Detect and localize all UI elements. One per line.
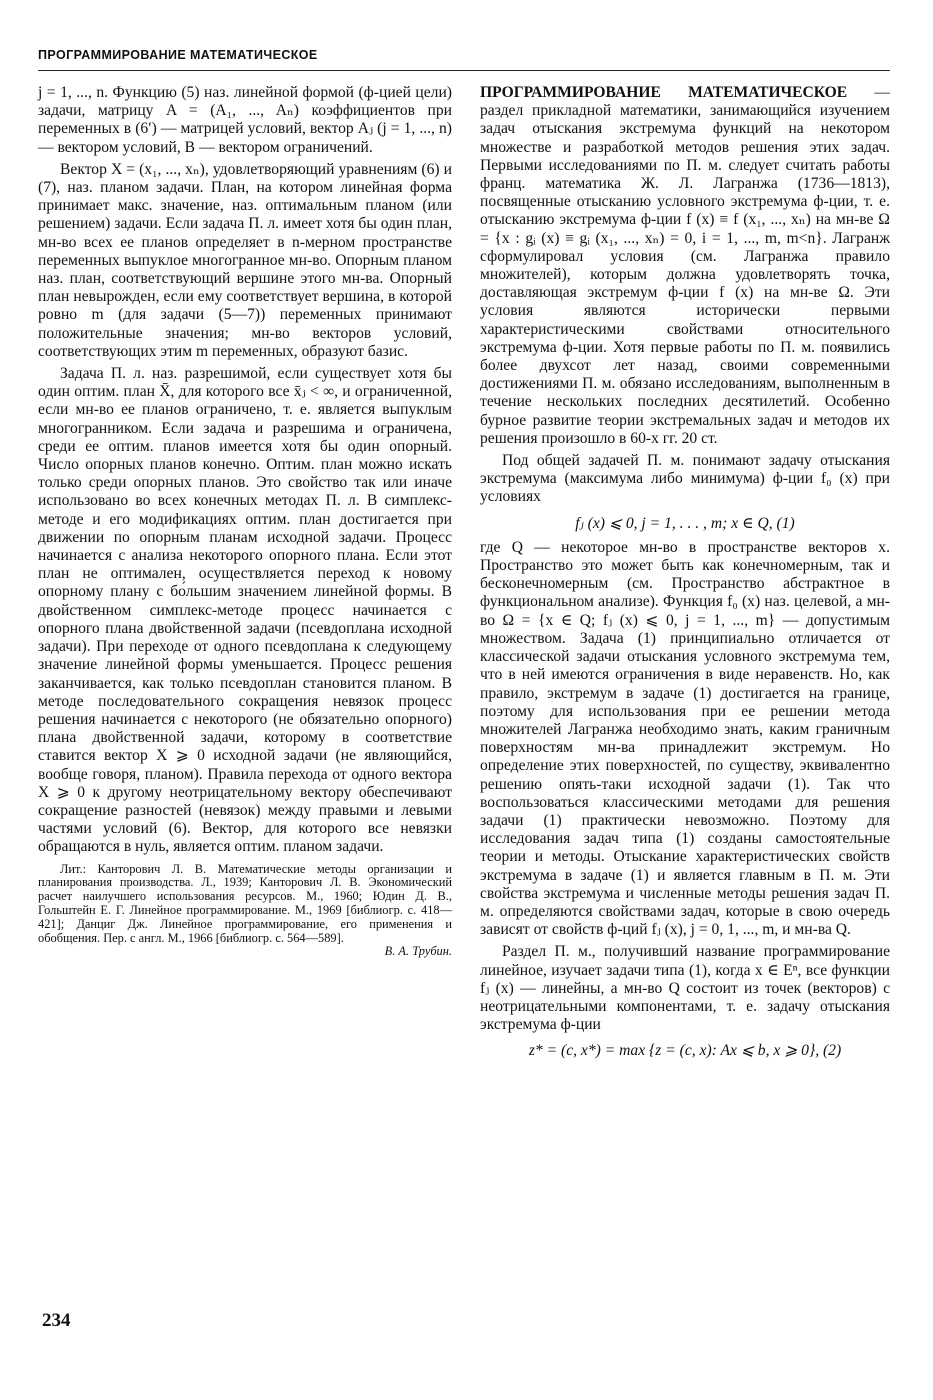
right-paragraph-1-text: — раздел прикладной математики, занимающийся изучением задач отыскания экстремума функций на некотором множестве и разработкой методов решения этих задач. Первыми исследованиями по П. м. следует считать работы франц. математика Ж. Л. Лагранжа (1736—1813), посвященные отысканию условного экстремума ф-ции, т. е. отысканию экстремума ф-ции f (x) ≡ f (x₁, ..., xₙ) на мн-ве Ω = {x : gᵢ (x) ≡ gᵢ (x₁, ..., xₙ) = 0, i = 1, ..., m, m<n}. Лагранж сформулировал условия (см. Лагранжа правило множителей), которым должна удовлетворять точка, доставляющая экстремум ф-ции f (x) на мн-ве Ω. Эти условия являются исторически первыми характеристическими свойствами относительного экстремума ф-ции. Хотя первые работы по П. м. появились более двухсот лет назад, своими современными достижениями П. м. обязано исследованиям, выполненным в течение нескольких последних десятилетий. Особенно бурное развитие теории экстремальных задач и методов их решения произошло в 60-х гг. 20 ст. [480,84,890,447]
formula-1: fⱼ (x) ⩽ 0, j = 1, . . . , m; x ∈ Q, (1) [575,514,795,532]
header-rule [38,70,890,71]
left-column [38,84,452,959]
literature [38,863,452,960]
left-paragraph-2: Вектор X = (x₁, ..., xₙ), удовлетворяющий уравнениям (6) и (7), наз. планом задачи. План, на котором линейная форма принимает макс. значение, наз. оптимальным планом (или решением) задачи. Если задача П. л. имеет хотя бы один план, мн-во всех ее планов определяет в n-мерном пространстве переменных выпуклое многогранное мн-во. Опорным планом наз. план, соответствующий вершине этого мн-ва. Опорный план невырожден, если ему соответствует вершина, в которой ровно m (для задачи (5—7)) переменных принимают положительные значения; мн-во векторов условий, соответствующих этим m переменных, образуют базис. [38,160,452,360]
right-column [480,84,890,1067]
left-paragraph-1: j = 1, ..., n. Функцию (5) наз. линейной формой (ф-цией цели) задачи, матрицу A = (A₁, ..., Aₙ) коэффициентов при переменных в (6′) — матрицей условий, вектор Aⱼ (j = 1, ..., n) — вектором условий, B — вектором ограничений. [38,84,452,156]
literature-author: В. А. Трубин. [384,944,452,959]
running-head: ПРОГРАММИРОВАНИЕ МАТЕМАТИЧЕСКОЕ [38,48,318,62]
formula-2: z* = (c, x*) = max {z = (c, x): Ax ⩽ b, x ⩾ 0}, (2) [528,1042,842,1060]
right-paragraph-4: Раздел П. м., получивший название программирование линейное, изучает задачи типа (1), когда x ∈ Eⁿ, все функции fⱼ (x) — линейны, а мн-во Q состоит из точек (векторов) с неотрицательными компонентами, т. е. задачу отыскания экстремума ф-ции [480,943,890,1034]
left-paragraph-3: Задача П. л. наз. разрешимой, если существует хотя бы один оптим. план X̄, для которого все x̄ⱼ < ∞, и ограниченной, если мн-во ее планов ограничено, т. е. является выпуклым многогранником. Если задача и разрешима и ограничена, среди ее оптим. планов имеется хотя бы один опорный. Число опорных планов конечно. Оптим. план можно искать только среди опорных планов. Это свойство так или иначе использовано во всех конечных методах П. л. В симплекс-методе и его модификациях оптим. план достигается при движении по опорным планам исходной задачи. Процесс начинается с анализа некоторого опорного плана. Если этот план не оптимален, осуществляется переход к новому опорному плану с бо́льшим значением линейной формы. В двойственном симплекс-методе процесс начинается с опорного плана двойственной задачи (псевдоплана исходной задачи). При переходе от одного псевдоплана к следующему значение линейной формы уменьшается. Процесс решения заканчивается, как только псевдоплан становится планом. В методе последовательного сокращения невязок процесс решения начинается с некоторого (не обязательно опорного) плана двойственной задачи, которому в соответствие ставится вектор X ⩾ 0 исходной задачи (не являющийся, вообще говоря, планом). Правила перехода от одного вектора X ⩾ 0 к другому неотрицательному вектору обеспечивают сокращение разностей (невязок) между правыми и левыми частями условий (6). Вектор, для которого все невязки обращаются в нуль, является оптим. планом задачи. [38,365,452,856]
right-paragraph-3: где Q — некоторое мн-во в пространстве векторов x. Пространство это может быть как конечномерным, так и бесконечномерным (см. Пространство абстрактное в функциональном анализе). Функция f₀ (x) наз. целевой, а мн-во Ω = {x ∈ Q; fⱼ (x) ⩽ 0, j = 1, ..., m} — допустимым множеством. Задача (1) принципиально отличается от классической задачи отыскания условного экстремума тем, что в ней имеются ограничения в виде неравенств. Но, как правило, экстремум в задаче (1) достигается на границе, поэтому для использования при ее решении метода множителей Лагранжа необходимо знать, каким граничным поверхностям мн-ва принадлежит экстремум. Но определение этих поверхностей, по существу, эквивалентно решению опять-таки исходной задачи (1). Так что воспользоваться классическими методами для решения задачи (1) практически невозможно. Поэтому для исследования задач типа (1) созданы самостоятельные теории и методы. Отыскание характеристических свойств экстремума в задаче (1) и является главным в П. м. Эти свойства экстремума и численные методы решения задач П. м. определяются свойствами задач, которые в свою очередь зависят от свойств ф-ций fⱼ (x), j = 0, 1, ..., m, и мн-ва Q. [480,538,890,939]
literature-text: Лит.: Канторович Л. В. Математические методы организации и планирования производства. Л., 1939; Канторович Л. В. Экономический расчет наилучшего использования ресурсов. М., 1960; Юдин Д. В., Гольштейн Е. Г. Линейное программирование. М., 1969 [библиогр. с. 418—421]; Данциг Дж. Линейное программирование, его применения и обобщения. Пер. с англ. М., 1966 [библиогр. с. 564—589]. [38,861,452,945]
page-number: 234 [42,1310,71,1331]
right-paragraph-1 [480,84,890,448]
article-headword: ПРОГРАММИРОВАНИЕ МАТЕМАТИЧЕСКОЕ [480,84,848,101]
right-paragraph-2: Под общей задачей П. м. понимают задачу отыскания экстремума (максимума либо минимума) ф-ции f₀ (x) при условиях [480,452,890,506]
